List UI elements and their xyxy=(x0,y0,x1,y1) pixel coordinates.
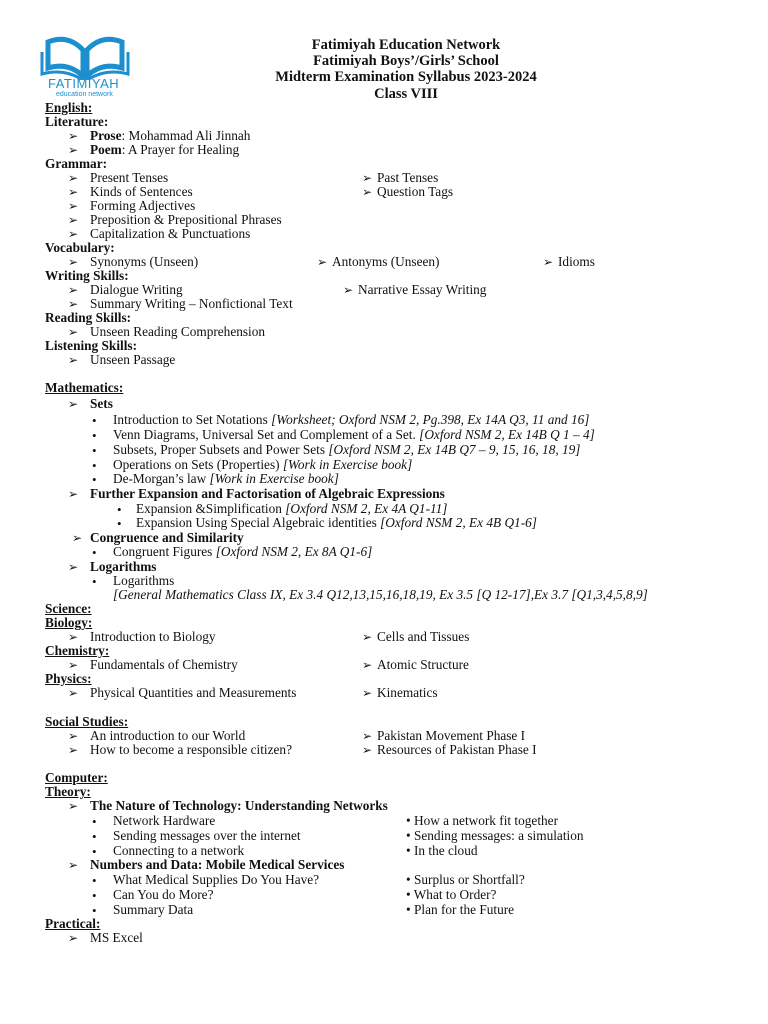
arrow-icon: ➢ xyxy=(68,931,79,945)
biology-heading: Biology: xyxy=(45,615,93,630)
arrow-icon: ➢ xyxy=(68,185,79,199)
bullet-icon: • xyxy=(92,458,97,473)
networks-item: • Sending messages: a simulation xyxy=(406,828,584,843)
networks-item: Connecting to a network xyxy=(113,843,245,858)
arrow-icon: ➢ xyxy=(68,658,79,672)
listening-item: Unseen Passage xyxy=(90,352,176,367)
prose-item: Prose: Mohammad Ali Jinnah xyxy=(90,128,251,143)
computer-heading: Computer: xyxy=(45,770,108,785)
arrow-icon: ➢ xyxy=(362,171,373,185)
arrow-icon: ➢ xyxy=(68,213,79,227)
grammar-item: Preposition & Prepositional Phrases xyxy=(90,212,282,227)
grammar-item: Capitalization & Punctuations xyxy=(90,226,251,241)
arrow-icon: ➢ xyxy=(68,199,79,213)
header-class: Class VIII xyxy=(374,86,438,102)
networks-item: Network Hardware xyxy=(113,813,216,828)
algebra-item: Expansion &Simplification [Oxford NSM 2, Ex 4A Q1-11] xyxy=(136,501,448,516)
vocabulary-item: Idioms xyxy=(558,254,595,269)
bullet-icon: • xyxy=(92,545,97,560)
reading-item: Unseen Reading Comprehension xyxy=(90,324,266,339)
arrow-icon: ➢ xyxy=(68,129,79,143)
arrow-icon: ➢ xyxy=(68,143,79,157)
medical-unit-heading: Numbers and Data: Mobile Medical Services xyxy=(90,857,345,872)
arrow-icon: ➢ xyxy=(68,630,79,644)
vocabulary-item: Synonyms (Unseen) xyxy=(90,254,199,269)
bullet-icon: • xyxy=(92,888,97,903)
social-item: Resources of Pakistan Phase I xyxy=(377,742,537,757)
bullet-icon: • xyxy=(92,903,97,918)
physics-item: Physical Quantities and Measurements xyxy=(90,685,297,700)
arrow-icon: ➢ xyxy=(68,255,79,269)
networks-unit-heading: The Nature of Technology: Understanding Networks xyxy=(90,798,388,813)
bullet-icon: • xyxy=(92,873,97,888)
arrow-icon: ➢ xyxy=(362,658,373,672)
arrow-icon: ➢ xyxy=(68,227,79,241)
poem-item: Poem: A Prayer for Healing xyxy=(90,142,240,157)
chemistry-item: Fundamentals of Chemistry xyxy=(90,657,238,672)
english-heading: English: xyxy=(45,100,93,115)
arrow-icon: ➢ xyxy=(68,560,79,574)
biology-item: Cells and Tissues xyxy=(377,629,470,644)
arrow-icon: ➢ xyxy=(68,325,79,339)
writing-item: Dialogue Writing xyxy=(90,282,183,297)
social-item: How to become a responsible citizen? xyxy=(90,742,292,757)
arrow-icon: ➢ xyxy=(68,858,79,872)
logarithms-ref: [General Mathematics Class IX, Ex 3.4 Q12,13,15,16,18,19, Ex 3.5 [Q 12-17],Ex 3.7 [Q1,3,4,5,8,9] xyxy=(113,587,648,602)
arrow-icon: ➢ xyxy=(68,686,79,700)
arrow-icon: ➢ xyxy=(68,283,79,297)
arrow-icon: ➢ xyxy=(362,743,373,757)
grammar-heading: Grammar: xyxy=(45,156,108,171)
arrow-icon: ➢ xyxy=(362,630,373,644)
theory-heading: Theory: xyxy=(45,784,91,799)
grammar-item: Kinds of Sentences xyxy=(90,184,193,199)
sets-heading: Sets xyxy=(90,396,113,411)
chemistry-heading: Chemistry: xyxy=(45,643,110,658)
arrow-icon: ➢ xyxy=(362,686,373,700)
vocabulary-item: Antonyms (Unseen) xyxy=(332,254,440,269)
grammar-item: Present Tenses xyxy=(90,170,169,185)
sets-item: De-Morgan’s law [Work in Exercise book] xyxy=(113,471,339,486)
arrow-icon: ➢ xyxy=(317,255,328,269)
writing-item: Narrative Essay Writing xyxy=(358,282,487,297)
header-school: Fatimiyah Boys’/Girls’ School xyxy=(313,53,499,69)
practical-item: MS Excel xyxy=(90,930,143,945)
chemistry-item: Atomic Structure xyxy=(377,657,469,672)
bullet-icon: • xyxy=(92,574,97,589)
medical-item: Summary Data xyxy=(113,902,194,917)
bullet-icon: • xyxy=(92,428,97,443)
sets-item: Operations on Sets (Properties) [Work in Exercise book] xyxy=(113,457,413,472)
biology-item: Introduction to Biology xyxy=(90,629,216,644)
header-network: Fatimiyah Education Network xyxy=(311,37,501,53)
bullet-icon: • xyxy=(117,502,122,517)
bullet-icon: • xyxy=(92,443,97,458)
writing-item: Summary Writing – Nonfictional Text xyxy=(90,296,293,311)
listening-heading: Listening Skills: xyxy=(45,338,138,353)
bullet-icon: • xyxy=(92,829,97,844)
arrow-icon: ➢ xyxy=(68,397,79,411)
social-item: An introduction to our World xyxy=(90,728,246,743)
logo-name: FATIMIYAH xyxy=(48,76,120,91)
mathematics-heading: Mathematics: xyxy=(45,380,124,395)
arrow-icon: ➢ xyxy=(72,531,83,545)
medical-item: • What to Order? xyxy=(406,887,497,902)
bullet-icon: • xyxy=(117,516,122,531)
logarithms-item: Logarithms xyxy=(113,573,175,588)
bullet-icon: • xyxy=(92,814,97,829)
congruence-heading: Congruence and Similarity xyxy=(90,530,244,545)
arrow-icon: ➢ xyxy=(362,729,373,743)
networks-item: • In the cloud xyxy=(406,843,478,858)
arrow-icon: ➢ xyxy=(343,283,354,297)
arrow-icon: ➢ xyxy=(68,297,79,311)
bullet-icon: • xyxy=(92,844,97,859)
arrow-icon: ➢ xyxy=(68,353,79,367)
header-exam: Midterm Examination Syllabus 2023-2024 xyxy=(275,69,537,85)
arrow-icon: ➢ xyxy=(543,255,554,269)
arrow-icon: ➢ xyxy=(68,729,79,743)
sets-item: Subsets, Proper Subsets and Power Sets [Oxford NSM 2, Ex 14B Q7 – 9, 15, 16, 18, 19] xyxy=(113,442,581,457)
grammar-item: Question Tags xyxy=(377,184,454,199)
bullet-icon: • xyxy=(92,413,97,428)
arrow-icon: ➢ xyxy=(68,743,79,757)
literature-heading: Literature: xyxy=(45,114,109,129)
arrow-icon: ➢ xyxy=(68,171,79,185)
arrow-icon: ➢ xyxy=(68,487,79,501)
algebra-item: Expansion Using Special Algebraic identities [Oxford NSM 2, Ex 4B Q1-6] xyxy=(136,515,537,530)
networks-item: • How a network fit together xyxy=(406,813,558,828)
arrow-icon: ➢ xyxy=(362,185,373,199)
bullet-icon: • xyxy=(92,472,97,487)
practical-heading: Practical: xyxy=(45,916,101,931)
medical-item: • Plan for the Future xyxy=(406,902,515,917)
congruence-item: Congruent Figures [Oxford NSM 2, Ex 8A Q1-6] xyxy=(113,544,373,559)
reading-heading: Reading Skills: xyxy=(45,310,132,325)
vocabulary-heading: Vocabulary: xyxy=(45,240,115,255)
social-item: Pakistan Movement Phase I xyxy=(377,728,526,743)
physics-heading: Physics: xyxy=(45,671,92,686)
arrow-icon: ➢ xyxy=(68,799,79,813)
networks-item: Sending messages over the internet xyxy=(113,828,301,843)
social-studies-heading: Social Studies: xyxy=(45,714,129,729)
sets-item: Venn Diagrams, Universal Set and Complement of a Set. [Oxford NSM 2, Ex 14B Q 1 – 4] xyxy=(113,427,595,442)
grammar-item: Forming Adjectives xyxy=(90,198,196,213)
logarithms-heading: Logarithms xyxy=(90,559,157,574)
medical-item: Can You do More? xyxy=(113,887,214,902)
medical-item: What Medical Supplies Do You Have? xyxy=(113,872,320,887)
science-heading: Science: xyxy=(45,601,92,616)
writing-heading: Writing Skills: xyxy=(45,268,129,283)
sets-item: Introduction to Set Notations [Worksheet; Oxford NSM 2, Pg.398, Ex 14A Q3, 11 and 16] xyxy=(113,412,590,427)
algebra-heading: Further Expansion and Factorisation of Algebraic Expressions xyxy=(90,486,445,501)
physics-item: Kinematics xyxy=(377,685,438,700)
logo-tagline: education network xyxy=(56,91,113,98)
grammar-item: Past Tenses xyxy=(377,170,439,185)
medical-item: • Surplus or Shortfall? xyxy=(406,872,525,887)
